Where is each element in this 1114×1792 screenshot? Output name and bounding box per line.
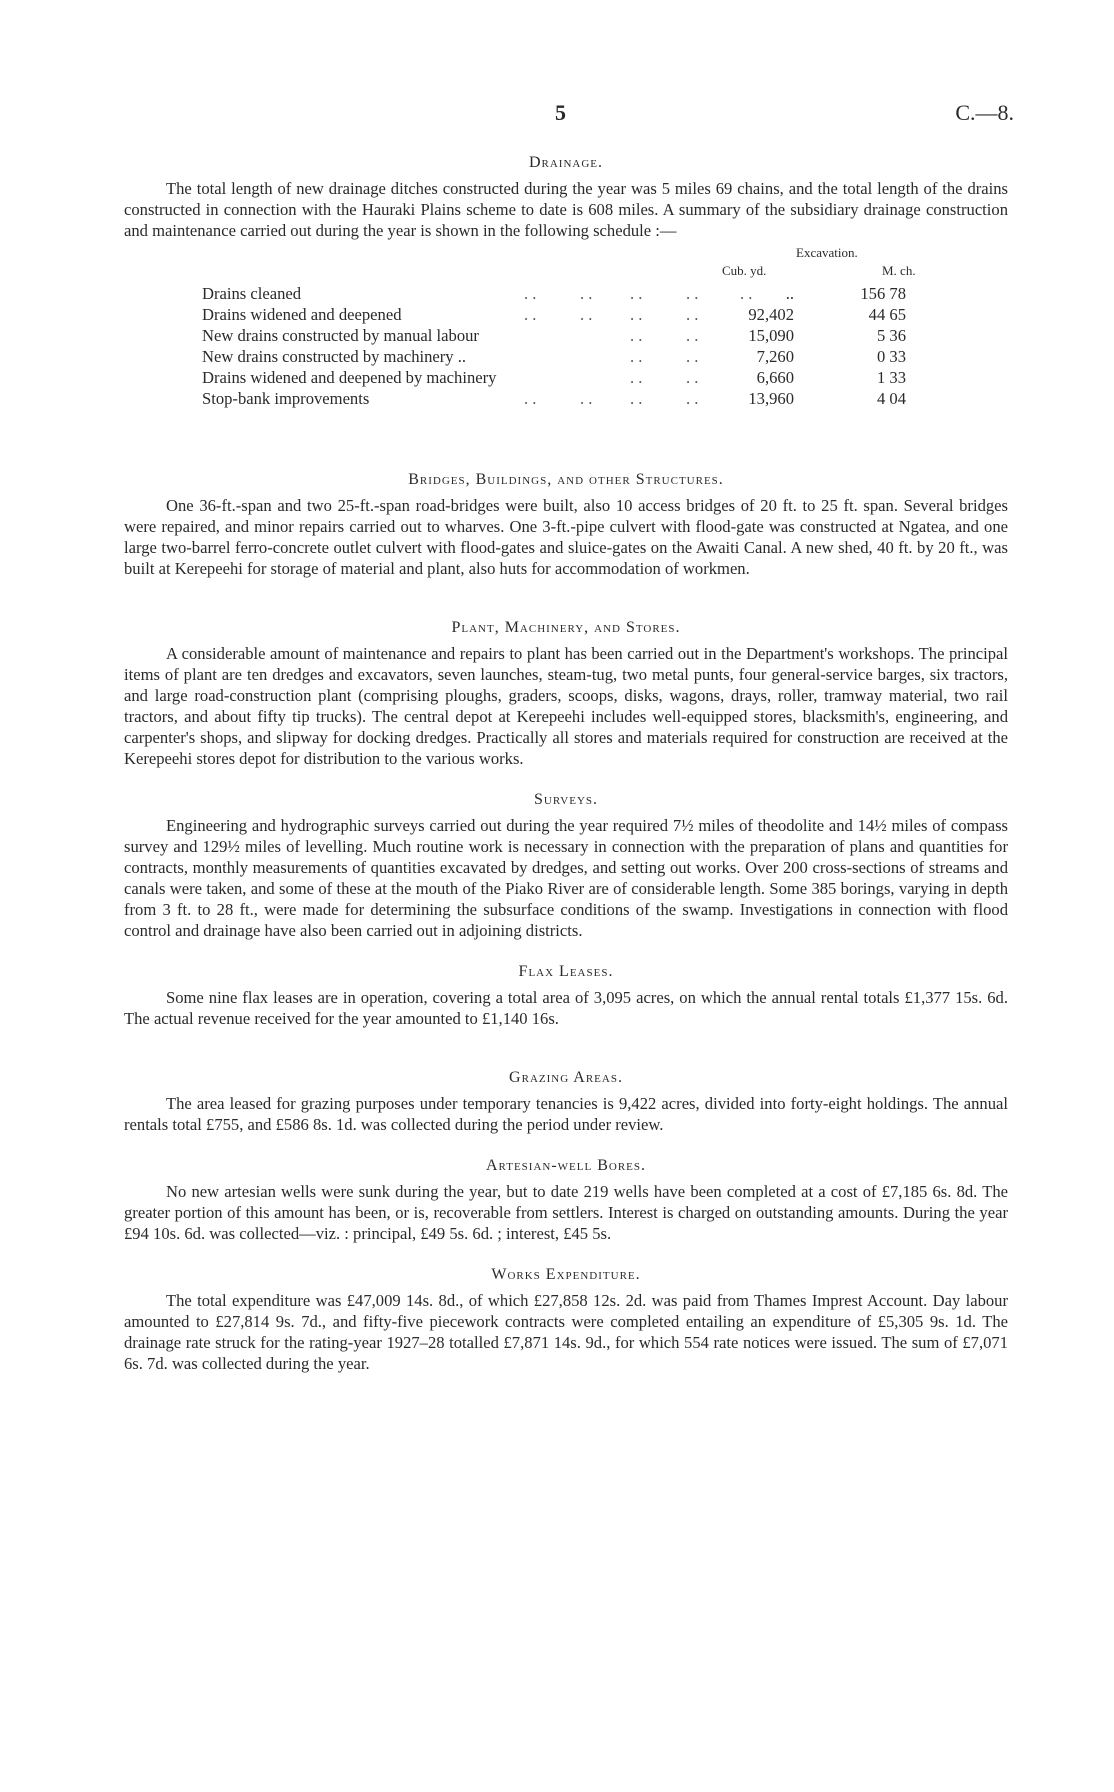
cubic-yards-value: 6,660: [756, 368, 794, 387]
grazing-areas-paragraph: The area leased for grazing purposes under temporary tenancies is 9,422 acres, divided into forty-eight holdings. The annual rentals total £755, and £586 8s. 1d. was collected during the period under review.: [124, 1094, 1008, 1134]
cubic-yards-value: 7,260: [756, 347, 794, 366]
cubic-yards-header: Cub. yd.: [722, 263, 767, 278]
schedule-rows: [202, 283, 1062, 409]
works-expenditure-paragraph: The total expenditure was £47,009 14s. 8d., of which £27,858 12s. 2d. was paid from Thames Imprest Account. Day labour amounted to £27,814 9s. 7d., and fifty-five piecework contracts were completed entailing an expenditure of £5,305 9s. 1d. The drainage rate struck for the rating-year 1927–28 totalled £7,871 14s. 9d., for which 554 rate notices were issued. The sum of £7,071 6s. 7d. was collected during the year.: [124, 1291, 1008, 1373]
row-description: New drains constructed by manual labour: [202, 326, 479, 345]
row-description: New drains constructed by machinery ..: [202, 347, 467, 366]
table-row: Stop-bank improvements . . . . . . . . 13,960 4 04: [202, 389, 906, 408]
drainage-heading: Drainage.: [528, 154, 604, 171]
miles-chains-value: 5 36: [876, 326, 906, 345]
surveys-paragraph: Engineering and hydrographic surveys carried out during the year required 7½ miles of theodolite and 14½ miles of compass survey and 129½ miles of levelling. Much routine work is necessary in connection with the preparation of plans and quantities for contracts, monthly measurements of quantities excavated by dredges, and setting out works. Over 200 cross-sections of streams and canals were taken, and some of these at the mouth of the Piako River are of considerable length. Some 385 borings, varying in depth from 3 ft. to 28 ft., were made for determining the subsurface conditions of the swamp. Investigations in connection with flood control and drainage have also been carried out in adjoining districts.: [124, 816, 1008, 940]
row-description: Drains widened and deepened: [202, 305, 402, 324]
drainage-schedule-table: [124, 245, 1008, 441]
miles-chains-value: 44 65: [868, 305, 906, 324]
grazing-areas-heading: Grazing Areas.: [509, 1069, 623, 1086]
table-row: Drains widened and deepened by machinery . . . . 6,660 1 33: [202, 368, 906, 387]
document-reference: C.—8.: [955, 100, 1014, 125]
drainage-paragraph: The total length of new drainage ditches constructed during the year was 5 miles 69 chains, and the total length of the drains constructed in connection with the Hauraki Plains scheme to date is 608 miles. A summary of the subsidiary drainage construction and maintenance carried out during the year is shown in the following schedule :—: [124, 179, 1008, 240]
bridges-paragraph: One 36-ft.-span and two 25-ft.-span road-bridges were built, also 10 access bridges of 20 ft. to 25 ft. span. Several bridges were repaired, and minor repairs carried out to wharves. One 3-ft.-pipe culvert with flood-gate was constructed at Ngatea, and one large two-barrel ferro-concrete outlet culvert with flood-gates and sluice-gates on the Awaiti Canal. A new shed, 40 ft. by 20 ft., was built at Kerepeehi for storage of material and plant, also huts for accommodation of workmen.: [124, 496, 1008, 578]
works-expenditure-heading: Works Expenditure.: [491, 1266, 641, 1283]
cubic-yards-value: 15,090: [748, 326, 794, 345]
miles-chains-value: 4 04: [876, 389, 906, 408]
row-description: Stop-bank improvements: [202, 389, 370, 408]
table-row: Drains cleaned . . . . . . . . . . .. 156 78: [202, 284, 906, 303]
flax-leases-heading: Flax Leases.: [518, 963, 614, 980]
surveys-heading: Surveys.: [533, 791, 599, 808]
plant-heading: Plant, Machinery, and Stores.: [451, 619, 681, 636]
cubic-yards-value: 13,960: [748, 389, 794, 408]
table-row: New drains constructed by manual labour . . . . 15,090 5 36: [202, 326, 906, 345]
miles-chains-header: M. ch.: [882, 263, 916, 278]
bridges-heading: Bridges, Buildings, and other Structures.: [408, 471, 724, 488]
table-row: New drains constructed by machinery .. . . . . 7,260 0 33: [202, 347, 906, 366]
page-number: 5: [555, 100, 566, 125]
cubic-yards-value: 92,402: [748, 305, 794, 324]
row-description: Drains cleaned: [202, 284, 302, 303]
cubic-yards-value: ..: [785, 284, 794, 303]
table-row: Drains widened and deepened . . . . . . . . 92,402 44 65: [202, 305, 906, 324]
excavation-header: Excavation.: [796, 245, 858, 260]
row-description: Drains widened and deepened by machinery: [202, 368, 497, 387]
miles-chains-value: 0 33: [876, 347, 906, 366]
artesian-bores-paragraph: No new artesian wells were sunk during the year, but to date 219 wells have been completed at a cost of £7,185 6s. 8d. The greater portion of this amount has been, or is, recoverable from settlers. Interest is charged on outstanding amounts. During the year £94 10s. 6d. was collected—viz. : principal, £49 5s. 6d. ; interest, £45 5s.: [124, 1182, 1008, 1243]
page-body: [124, 154, 1008, 1374]
miles-chains-value: 1 33: [876, 368, 906, 387]
plant-paragraph: A considerable amount of maintenance and repairs to plant has been carried out in the Department's workshops. The principal items of plant are ten dredges and excavators, seven launches, steam-tug, two metal punts, four general-service barges, six tractors, and large road-construction plant (comprising ploughs, graders, scoops, disks, wagons, drays, roller, tramway material, two rail tractors, and about fifty tip trucks). The central depot at Kerepeehi includes well-equipped stores, blacksmith's, engineering, and carpenter's shops, and slipway for docking dredges. Practically all stores and materials required for construction are received at the Kerepeehi stores depot for distribution to the various works.: [124, 644, 1008, 768]
artesian-bores-heading: Artesian-well Bores.: [486, 1157, 646, 1174]
miles-chains-value: 156 78: [860, 284, 906, 303]
flax-leases-paragraph: Some nine flax leases are in operation, covering a total area of 3,095 acres, on which the annual rental totals £1,377 15s. 6d. The actual revenue received for the year amounted to £1,140 16s.: [124, 988, 1008, 1028]
